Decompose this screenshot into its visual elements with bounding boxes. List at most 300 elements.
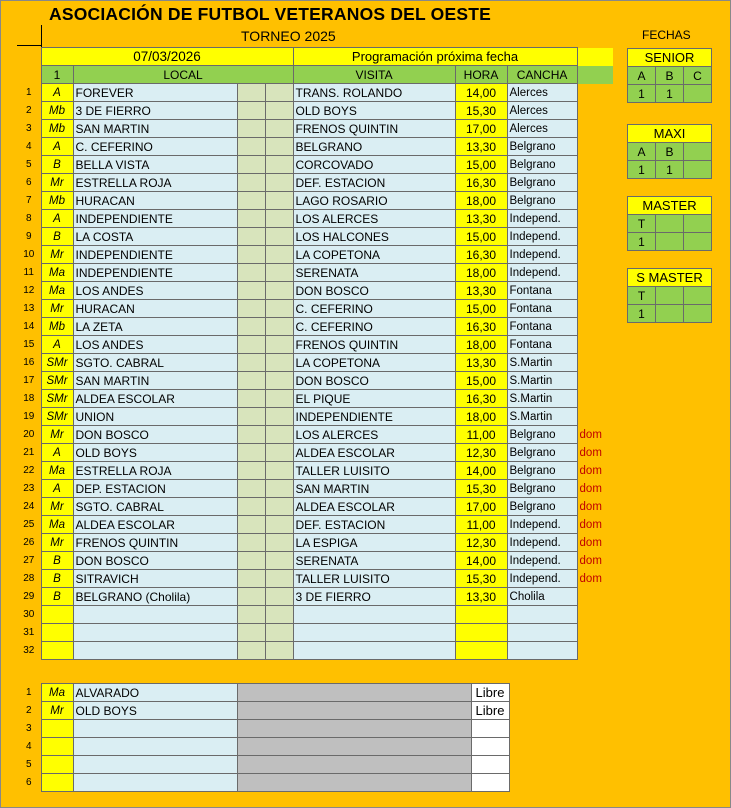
local-team-cell[interactable]: ESTRELLA ROJA (73, 174, 237, 192)
local-team-cell[interactable]: LOS ANDES (73, 336, 237, 354)
cancha-cell[interactable]: Belgrano (507, 498, 577, 516)
visita-team-cell[interactable]: LOS HALCONES (293, 228, 455, 246)
visita-score-cell[interactable] (265, 210, 293, 228)
cancha-cell[interactable] (507, 624, 577, 642)
visita-score-cell[interactable] (265, 318, 293, 336)
category-cell[interactable]: Ma (41, 462, 73, 480)
local-team-cell[interactable]: C. CEFERINO (73, 138, 237, 156)
visita-team-cell[interactable]: TALLER LUISITO (293, 462, 455, 480)
local-team-cell[interactable]: INDEPENDIENTE (73, 246, 237, 264)
visita-team-cell[interactable]: LA ESPIGA (293, 534, 455, 552)
hora-cell[interactable]: 17,00 (455, 120, 507, 138)
hora-cell[interactable] (455, 642, 507, 660)
fechas-group-cell[interactable]: B (656, 143, 684, 161)
team-cell[interactable] (73, 738, 237, 756)
visita-team-cell[interactable]: TRANS. ROLANDO (293, 84, 455, 102)
visita-score-cell[interactable] (265, 156, 293, 174)
local-score-cell[interactable] (237, 498, 265, 516)
cancha-cell[interactable]: Independ. (507, 264, 577, 282)
fechas-category-title[interactable]: SENIOR (628, 49, 712, 67)
status-cell[interactable] (471, 774, 509, 792)
cancha-cell[interactable]: Belgrano (507, 480, 577, 498)
local-team-cell[interactable]: ALDEA ESCOLAR (73, 390, 237, 408)
local-team-cell[interactable]: DON BOSCO (73, 426, 237, 444)
local-score-cell[interactable] (237, 228, 265, 246)
fechas-value-cell[interactable] (656, 233, 684, 251)
category-cell[interactable]: SMr (41, 354, 73, 372)
fechas-value-cell[interactable]: 1 (656, 161, 684, 179)
day-note (577, 624, 613, 642)
visita-team-cell[interactable]: LA COPETONA (293, 354, 455, 372)
local-team-cell[interactable]: INDEPENDIENTE (73, 210, 237, 228)
visita-team-cell[interactable] (293, 624, 455, 642)
fechas-value-cell[interactable] (656, 305, 684, 323)
local-score-cell[interactable] (237, 624, 265, 642)
cancha-cell[interactable]: Belgrano (507, 192, 577, 210)
local-score-cell[interactable] (237, 156, 265, 174)
local-team-cell[interactable]: SAN MARTIN (73, 372, 237, 390)
cancha-cell[interactable]: Belgrano (507, 156, 577, 174)
local-score-cell[interactable] (237, 264, 265, 282)
category-cell[interactable]: A (41, 84, 73, 102)
hora-cell[interactable]: 15,00 (455, 300, 507, 318)
cancha-cell[interactable]: S.Martin (507, 372, 577, 390)
visita-team-cell[interactable]: LOS ALERCES (293, 426, 455, 444)
fechas-value-cell[interactable]: 1 (628, 161, 656, 179)
cancha-cell[interactable]: Fontana (507, 318, 577, 336)
category-cell[interactable]: B (41, 228, 73, 246)
cancha-cell[interactable]: Belgrano (507, 462, 577, 480)
fechas-group-cell[interactable]: T (628, 287, 656, 305)
visita-score-cell[interactable] (265, 228, 293, 246)
local-team-cell[interactable]: ALDEA ESCOLAR (73, 516, 237, 534)
table-row (17, 318, 613, 336)
row-number: 15 (23, 338, 35, 350)
cancha-cell[interactable]: Alerces (507, 84, 577, 102)
visita-score-cell[interactable] (265, 498, 293, 516)
local-team-cell[interactable]: UNION (73, 408, 237, 426)
cancha-cell[interactable]: Independ. (507, 534, 577, 552)
local-team-cell[interactable]: ESTRELLA ROJA (73, 462, 237, 480)
visita-team-cell[interactable]: DEF. ESTACION (293, 516, 455, 534)
cancha-cell[interactable]: Independ. (507, 516, 577, 534)
hora-cell[interactable]: 15,00 (455, 372, 507, 390)
visita-score-cell[interactable] (265, 282, 293, 300)
visita-team-cell[interactable]: C. CEFERINO (293, 318, 455, 336)
row-number: 24 (23, 500, 35, 512)
team-cell[interactable] (73, 774, 237, 792)
visita-team-cell[interactable]: SERENATA (293, 264, 455, 282)
hora-cell[interactable] (455, 624, 507, 642)
fechas-category-title[interactable]: S MASTER (628, 269, 712, 287)
visita-score-cell[interactable] (265, 300, 293, 318)
local-score-cell[interactable] (237, 192, 265, 210)
visita-score-cell[interactable] (265, 534, 293, 552)
fechas-value-cell[interactable]: 1 (656, 85, 684, 103)
local-team-cell[interactable]: 3 DE FIERRO (73, 102, 237, 120)
hora-cell[interactable]: 12,30 (455, 534, 507, 552)
visita-score-cell[interactable] (265, 624, 293, 642)
local-score-cell[interactable] (237, 336, 265, 354)
local-score-cell[interactable] (237, 390, 265, 408)
fechas-columns-row (628, 143, 712, 161)
hora-cell[interactable]: 14,00 (455, 462, 507, 480)
visita-team-cell[interactable]: C. CEFERINO (293, 300, 455, 318)
cancha-cell[interactable]: S.Martin (507, 354, 577, 372)
hora-cell[interactable]: 13,30 (455, 282, 507, 300)
visita-team-cell[interactable]: SAN MARTIN (293, 480, 455, 498)
category-cell[interactable]: Mb (41, 102, 73, 120)
day-note (577, 84, 613, 102)
col-hora-header[interactable]: HORA (455, 66, 507, 84)
fechas-value-cell[interactable]: 1 (628, 233, 656, 251)
visita-team-cell[interactable]: 3 DE FIERRO (293, 588, 455, 606)
visita-team-cell[interactable]: BELGRANO (293, 138, 455, 156)
local-team-cell[interactable]: SGTO. CABRAL (73, 354, 237, 372)
schedule-date[interactable]: 07/03/2026 (41, 48, 293, 66)
fechas-group-cell[interactable] (684, 143, 712, 161)
fechas-group-cell[interactable]: T (628, 215, 656, 233)
status-cell[interactable] (471, 756, 509, 774)
col-visita-header[interactable]: VISITA (293, 66, 455, 84)
visita-score-cell[interactable] (265, 552, 293, 570)
category-cell[interactable] (41, 624, 73, 642)
hora-cell[interactable]: 11,00 (455, 516, 507, 534)
category-cell[interactable] (41, 756, 73, 774)
local-score-cell[interactable] (237, 102, 265, 120)
schedule-header-row (17, 66, 613, 84)
category-cell[interactable] (41, 774, 73, 792)
hora-cell[interactable]: 16,30 (455, 390, 507, 408)
local-team-cell[interactable]: LA ZETA (73, 318, 237, 336)
visita-score-cell[interactable] (265, 264, 293, 282)
visita-score-cell[interactable] (265, 516, 293, 534)
fechas-value-cell[interactable]: 1 (628, 85, 656, 103)
local-team-cell[interactable]: OLD BOYS (73, 444, 237, 462)
visita-team-cell[interactable]: EL PIQUE (293, 390, 455, 408)
hora-cell[interactable]: 15,30 (455, 570, 507, 588)
category-cell[interactable]: Mb (41, 192, 73, 210)
local-team-cell[interactable]: BELGRANO (Cholila) (73, 588, 237, 606)
local-score-cell[interactable] (237, 516, 265, 534)
fechas-columns-row (628, 287, 712, 305)
category-cell[interactable]: Ma (41, 282, 73, 300)
cancha-cell[interactable]: Fontana (507, 300, 577, 318)
category-cell[interactable]: A (41, 444, 73, 462)
cancha-cell[interactable]: Alerces (507, 120, 577, 138)
table-row (17, 84, 613, 102)
fechas-value-cell[interactable]: 1 (628, 305, 656, 323)
team-cell[interactable]: ALVARADO (73, 684, 237, 702)
fechas-group-cell[interactable]: A (628, 143, 656, 161)
visita-score-cell[interactable] (265, 372, 293, 390)
col-number-header[interactable]: 1 (41, 66, 73, 84)
category-cell[interactable]: Ma (41, 516, 73, 534)
hora-cell[interactable]: 13,30 (455, 588, 507, 606)
cancha-cell[interactable]: Independ. (507, 552, 577, 570)
local-team-cell[interactable] (73, 624, 237, 642)
local-score-cell[interactable] (237, 588, 265, 606)
visita-team-cell[interactable]: INDEPENDIENTE (293, 408, 455, 426)
cancha-cell[interactable]: Independ. (507, 570, 577, 588)
blank-cell (237, 684, 471, 702)
visita-team-cell[interactable]: CORCOVADO (293, 156, 455, 174)
fechas-values-row (628, 305, 712, 323)
category-cell[interactable] (41, 720, 73, 738)
visita-score-cell[interactable] (265, 192, 293, 210)
category-cell[interactable]: SMr (41, 390, 73, 408)
hora-cell[interactable]: 18,00 (455, 408, 507, 426)
local-team-cell[interactable]: HURACAN (73, 300, 237, 318)
hora-cell[interactable]: 16,30 (455, 174, 507, 192)
cancha-cell[interactable]: S.Martin (507, 390, 577, 408)
category-cell[interactable]: Mr (41, 702, 73, 720)
category-cell[interactable]: SMr (41, 372, 73, 390)
table-row (17, 102, 613, 120)
hora-cell[interactable]: 14,00 (455, 84, 507, 102)
visita-team-cell[interactable]: FRENOS QUINTIN (293, 336, 455, 354)
visita-team-cell[interactable]: DON BOSCO (293, 282, 455, 300)
col-local-header[interactable]: LOCAL (73, 66, 293, 84)
cancha-cell[interactable]: Belgrano (507, 426, 577, 444)
visita-team-cell[interactable]: ALDEA ESCOLAR (293, 444, 455, 462)
local-team-cell[interactable]: FRENOS QUINTIN (73, 534, 237, 552)
status-cell[interactable] (471, 720, 509, 738)
status-cell[interactable] (471, 738, 509, 756)
hora-cell[interactable]: 13,30 (455, 354, 507, 372)
category-cell[interactable]: Mr (41, 300, 73, 318)
hora-cell[interactable]: 12,30 (455, 444, 507, 462)
local-score-cell[interactable] (237, 174, 265, 192)
local-score-cell[interactable] (237, 444, 265, 462)
visita-score-cell[interactable] (265, 354, 293, 372)
local-score-cell[interactable] (237, 462, 265, 480)
hora-cell[interactable]: 17,00 (455, 498, 507, 516)
local-team-cell[interactable]: SGTO. CABRAL (73, 498, 237, 516)
fechas-table (627, 124, 712, 179)
visita-score-cell[interactable] (265, 102, 293, 120)
visita-team-cell[interactable]: LA COPETONA (293, 246, 455, 264)
cancha-cell[interactable]: Belgrano (507, 138, 577, 156)
fechas-group-cell[interactable]: A (628, 67, 656, 85)
category-cell[interactable]: A (41, 336, 73, 354)
category-cell[interactable]: B (41, 588, 73, 606)
local-score-cell[interactable] (237, 138, 265, 156)
visita-score-cell[interactable] (265, 462, 293, 480)
local-team-cell[interactable]: SAN MARTIN (73, 120, 237, 138)
visita-score-cell[interactable] (265, 390, 293, 408)
hora-cell[interactable]: 15,00 (455, 228, 507, 246)
cancha-cell[interactable]: Fontana (507, 282, 577, 300)
hora-cell[interactable]: 11,00 (455, 426, 507, 444)
local-team-cell[interactable] (73, 606, 237, 624)
table-row (17, 174, 613, 192)
hora-cell[interactable]: 16,30 (455, 246, 507, 264)
visita-score-cell[interactable] (265, 120, 293, 138)
category-cell[interactable]: Mr (41, 174, 73, 192)
row-number: 7 (25, 194, 32, 206)
fechas-group-cell[interactable]: B (656, 67, 684, 85)
fechas-group-cell[interactable] (656, 287, 684, 305)
local-score-cell[interactable] (237, 246, 265, 264)
cancha-cell[interactable]: Alerces (507, 102, 577, 120)
visita-team-cell[interactable]: DEF. ESTACION (293, 174, 455, 192)
category-cell[interactable]: Mr (41, 426, 73, 444)
cancha-cell[interactable]: Independ. (507, 228, 577, 246)
category-cell[interactable]: B (41, 156, 73, 174)
local-team-cell[interactable]: LA COSTA (73, 228, 237, 246)
row-number: 23 (23, 482, 35, 494)
local-score-cell[interactable] (237, 210, 265, 228)
local-score-cell[interactable] (237, 606, 265, 624)
fechas-value-cell[interactable] (684, 233, 712, 251)
local-team-cell[interactable]: DON BOSCO (73, 552, 237, 570)
cancha-cell[interactable]: Belgrano (507, 444, 577, 462)
visita-score-cell[interactable] (265, 84, 293, 102)
visita-team-cell[interactable] (293, 606, 455, 624)
local-score-cell[interactable] (237, 426, 265, 444)
local-team-cell[interactable]: SITRAVICH (73, 570, 237, 588)
local-team-cell[interactable] (73, 642, 237, 660)
local-team-cell[interactable]: HURACAN (73, 192, 237, 210)
visita-score-cell[interactable] (265, 444, 293, 462)
schedule-caption[interactable]: Programación próxima fecha (293, 48, 577, 66)
visita-team-cell[interactable]: LAGO ROSARIO (293, 192, 455, 210)
row-number: 18 (23, 392, 35, 404)
local-score-cell[interactable] (237, 318, 265, 336)
hora-cell[interactable] (455, 606, 507, 624)
visita-score-cell[interactable] (265, 408, 293, 426)
visita-score-cell[interactable] (265, 246, 293, 264)
visita-team-cell[interactable]: LOS ALERCES (293, 210, 455, 228)
cancha-cell[interactable]: Independ. (507, 246, 577, 264)
category-cell[interactable] (41, 738, 73, 756)
local-team-cell[interactable]: LOS ANDES (73, 282, 237, 300)
local-score-cell[interactable] (237, 642, 265, 660)
local-score-cell[interactable] (237, 408, 265, 426)
table-row (17, 228, 613, 246)
hora-cell[interactable]: 15,00 (455, 156, 507, 174)
local-score-cell[interactable] (237, 84, 265, 102)
team-cell[interactable]: OLD BOYS (73, 702, 237, 720)
category-cell[interactable]: Mr (41, 498, 73, 516)
row-number: 4 (25, 140, 32, 152)
table-row (17, 120, 613, 138)
cancha-cell[interactable]: Independ. (507, 210, 577, 228)
category-cell[interactable] (41, 606, 73, 624)
fechas-group-cell[interactable] (684, 287, 712, 305)
visita-score-cell[interactable] (265, 570, 293, 588)
local-score-cell[interactable] (237, 534, 265, 552)
visita-score-cell[interactable] (265, 480, 293, 498)
cancha-cell[interactable]: S.Martin (507, 408, 577, 426)
hora-cell[interactable]: 13,30 (455, 210, 507, 228)
category-cell[interactable]: Ma (41, 264, 73, 282)
local-score-cell[interactable] (237, 480, 265, 498)
cancha-cell[interactable]: Cholila (507, 588, 577, 606)
visita-score-cell[interactable] (265, 606, 293, 624)
cancha-cell[interactable]: Fontana (507, 336, 577, 354)
category-cell[interactable]: A (41, 210, 73, 228)
visita-team-cell[interactable]: OLD BOYS (293, 102, 455, 120)
fechas-group-cell[interactable]: C (684, 67, 712, 85)
fechas-value-cell[interactable] (684, 161, 712, 179)
visita-score-cell[interactable] (265, 174, 293, 192)
hora-cell[interactable]: 14,00 (455, 552, 507, 570)
category-cell[interactable]: A (41, 138, 73, 156)
category-cell[interactable]: Mr (41, 534, 73, 552)
fechas-value-cell[interactable] (684, 85, 712, 103)
category-cell[interactable]: Mr (41, 246, 73, 264)
visita-team-cell[interactable]: ALDEA ESCOLAR (293, 498, 455, 516)
local-team-cell[interactable]: FOREVER (73, 84, 237, 102)
visita-team-cell[interactable]: FRENOS QUINTIN (293, 120, 455, 138)
local-team-cell[interactable]: DEP. ESTACION (73, 480, 237, 498)
status-cell[interactable]: Libre (471, 684, 509, 702)
local-score-cell[interactable] (237, 120, 265, 138)
category-cell[interactable]: B (41, 570, 73, 588)
category-cell[interactable]: A (41, 480, 73, 498)
hora-cell[interactable]: 18,00 (455, 264, 507, 282)
visita-score-cell[interactable] (265, 336, 293, 354)
hora-cell[interactable]: 18,00 (455, 336, 507, 354)
team-cell[interactable] (73, 720, 237, 738)
category-cell[interactable]: B (41, 552, 73, 570)
fechas-group-cell[interactable] (684, 215, 712, 233)
cancha-cell[interactable] (507, 606, 577, 624)
local-team-cell[interactable]: BELLA VISTA (73, 156, 237, 174)
visita-team-cell[interactable]: SERENATA (293, 552, 455, 570)
hora-cell[interactable]: 15,30 (455, 102, 507, 120)
local-score-cell[interactable] (237, 372, 265, 390)
table-row (17, 774, 509, 792)
local-score-cell[interactable] (237, 300, 265, 318)
local-score-cell[interactable] (237, 282, 265, 300)
category-cell[interactable]: SMr (41, 408, 73, 426)
local-score-cell[interactable] (237, 570, 265, 588)
visita-score-cell[interactable] (265, 138, 293, 156)
category-cell[interactable] (41, 642, 73, 660)
row-number: 2 (25, 704, 32, 716)
visita-team-cell[interactable]: TALLER LUISITO (293, 570, 455, 588)
category-cell[interactable]: Mb (41, 318, 73, 336)
fechas-category-title[interactable]: MASTER (628, 197, 712, 215)
hora-cell[interactable]: 13,30 (455, 138, 507, 156)
category-cell[interactable]: Ma (41, 684, 73, 702)
cancha-cell[interactable]: Belgrano (507, 174, 577, 192)
visita-team-cell[interactable]: DON BOSCO (293, 372, 455, 390)
hora-cell[interactable]: 16,30 (455, 318, 507, 336)
fechas-group-cell[interactable] (656, 215, 684, 233)
local-score-cell[interactable] (237, 552, 265, 570)
visita-score-cell[interactable] (265, 426, 293, 444)
local-team-cell[interactable]: INDEPENDIENTE (73, 264, 237, 282)
hora-cell[interactable]: 15,30 (455, 480, 507, 498)
category-cell[interactable]: Mb (41, 120, 73, 138)
hora-cell[interactable]: 18,00 (455, 192, 507, 210)
visita-score-cell[interactable] (265, 642, 293, 660)
local-score-cell[interactable] (237, 354, 265, 372)
cancha-cell[interactable] (507, 642, 577, 660)
status-cell[interactable]: Libre (471, 702, 509, 720)
col-cancha-header[interactable]: CANCHA (507, 66, 577, 84)
fechas-category-title[interactable]: MAXI (628, 125, 712, 143)
team-cell[interactable] (73, 756, 237, 774)
visita-team-cell[interactable] (293, 642, 455, 660)
day-note (577, 372, 613, 390)
fechas-value-cell[interactable] (684, 305, 712, 323)
visita-score-cell[interactable] (265, 588, 293, 606)
